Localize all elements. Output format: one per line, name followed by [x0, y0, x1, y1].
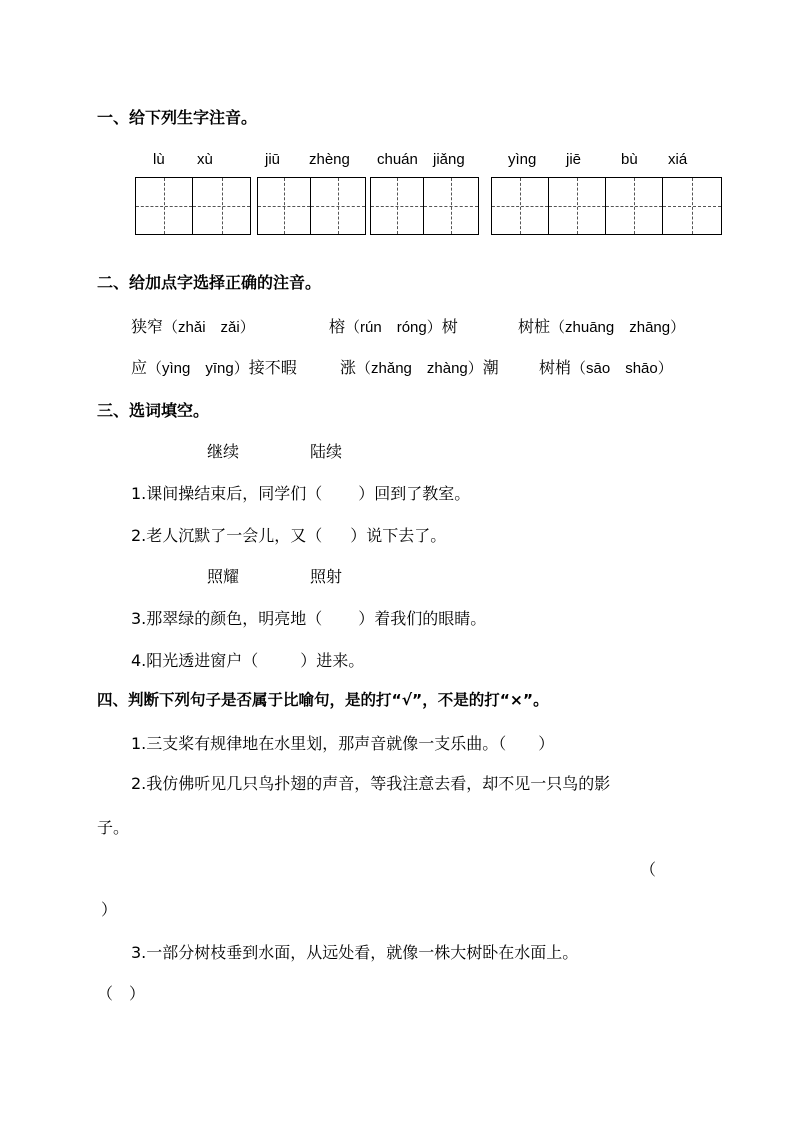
word-choice-item — [329, 314, 458, 337]
word: 潮 — [482, 358, 499, 377]
writing-cell[interactable] — [311, 178, 365, 234]
pinyin-label: jiū — [265, 151, 281, 168]
pinyin-options[interactable]: （sāo shāo） — [571, 360, 673, 377]
answer-paren-open[interactable]: （ — [640, 860, 657, 879]
word-option: 陆续 — [310, 442, 343, 461]
writing-cell[interactable] — [492, 178, 549, 234]
writing-cell[interactable] — [606, 178, 663, 234]
pinyin-label: xiá — [668, 151, 688, 168]
question-continuation: 子。 — [97, 818, 130, 837]
fill-blank-question: 3.那翠绿的颜色，明亮地（ ）着我们的眼睛。 — [131, 609, 487, 628]
word: 树梢 — [539, 358, 572, 377]
fill-blank-question: 4.阳光透进窗户（ ）进来。 — [131, 651, 365, 670]
pinyin-options[interactable]: （rún róng） — [345, 319, 442, 336]
pinyin-label: chuán — [377, 151, 418, 168]
pinyin-label: jiē — [566, 151, 582, 168]
pinyin-options[interactable]: （yìng yīng） — [147, 360, 249, 377]
word: 涨 — [340, 358, 357, 377]
section3-heading: 三、选词填空。 — [97, 401, 210, 420]
word-choice-item — [131, 355, 297, 378]
pinyin-label: lù — [153, 151, 165, 168]
word-choice-item — [539, 355, 673, 378]
section4-heading: 四、判断下列句子是否属于比喻句，是的打“√”，不是的打“×”。 — [97, 691, 549, 709]
word: 接不暇 — [248, 358, 297, 377]
pinyin-label: jiǎng — [433, 151, 465, 168]
writing-grid-ying-jie-bu-xia — [491, 177, 722, 235]
judge-question: 1.三支桨有规律地在水里划，那声音就像一支乐曲。（ ） — [131, 734, 555, 753]
word: 树 — [441, 317, 458, 336]
word: 应 — [131, 358, 148, 377]
word: 树桩 — [518, 317, 551, 336]
answer-paren[interactable]: （ ） — [97, 984, 146, 1003]
pinyin-label: bù — [621, 151, 638, 168]
word-option: 照耀 — [207, 567, 240, 586]
question-number: 3. — [131, 943, 147, 962]
writing-cell[interactable] — [424, 178, 478, 234]
question-number: 4. — [131, 651, 147, 670]
pinyin-label: zhèng — [309, 151, 350, 168]
pinyin-options[interactable]: （zhǎi zǎi） — [163, 319, 255, 336]
judge-question: 3.一部分树枝垂到水面，从远处看，就像一株大树卧在水面上。 — [131, 943, 579, 962]
pinyin-label: xù — [197, 151, 213, 168]
pinyin-label: yìng — [508, 151, 537, 168]
writing-grid-lu-xu — [135, 177, 251, 235]
writing-cell[interactable] — [136, 178, 193, 234]
question-number: 2. — [131, 526, 147, 545]
section2-heading: 二、给加点字选择正确的注音。 — [97, 273, 322, 292]
question-number: 2. — [131, 774, 147, 793]
fill-blank-question: 2.老人沉默了一会儿，又（ ）说下去了。 — [131, 526, 447, 545]
pinyin-options[interactable]: （zhǎng zhàng） — [356, 360, 483, 377]
writing-grid-jiu-zheng — [257, 177, 366, 235]
judge-question: 2.我仿佛听见几只鸟扑翅的声音，等我注意去看，却不见一只鸟的影 — [131, 774, 611, 793]
writing-grid-chuan-jiang — [370, 177, 479, 235]
word-choice-item — [340, 355, 499, 378]
writing-cell[interactable] — [549, 178, 606, 234]
writing-cell[interactable] — [258, 178, 311, 234]
question-number: 1. — [131, 484, 147, 503]
word-choice-item — [131, 314, 255, 337]
word-choice-item — [518, 314, 685, 337]
word: 狭窄 — [131, 317, 164, 336]
word: 榕 — [329, 317, 346, 336]
pinyin-options[interactable]: （zhuāng zhāng） — [550, 319, 686, 336]
writing-cell[interactable] — [371, 178, 424, 234]
fill-blank-question: 1.课间操结束后，同学们（ ）回到了教室。 — [131, 484, 471, 503]
word-option: 照射 — [310, 567, 343, 586]
writing-cell[interactable] — [663, 178, 721, 234]
answer-paren-close[interactable]: ） — [101, 900, 118, 919]
writing-cell[interactable] — [193, 178, 250, 234]
question-number: 1. — [131, 734, 147, 753]
section1-heading: 一、给下列生字注音。 — [97, 108, 258, 127]
word-option: 继续 — [207, 442, 240, 461]
question-number: 3. — [131, 609, 147, 628]
